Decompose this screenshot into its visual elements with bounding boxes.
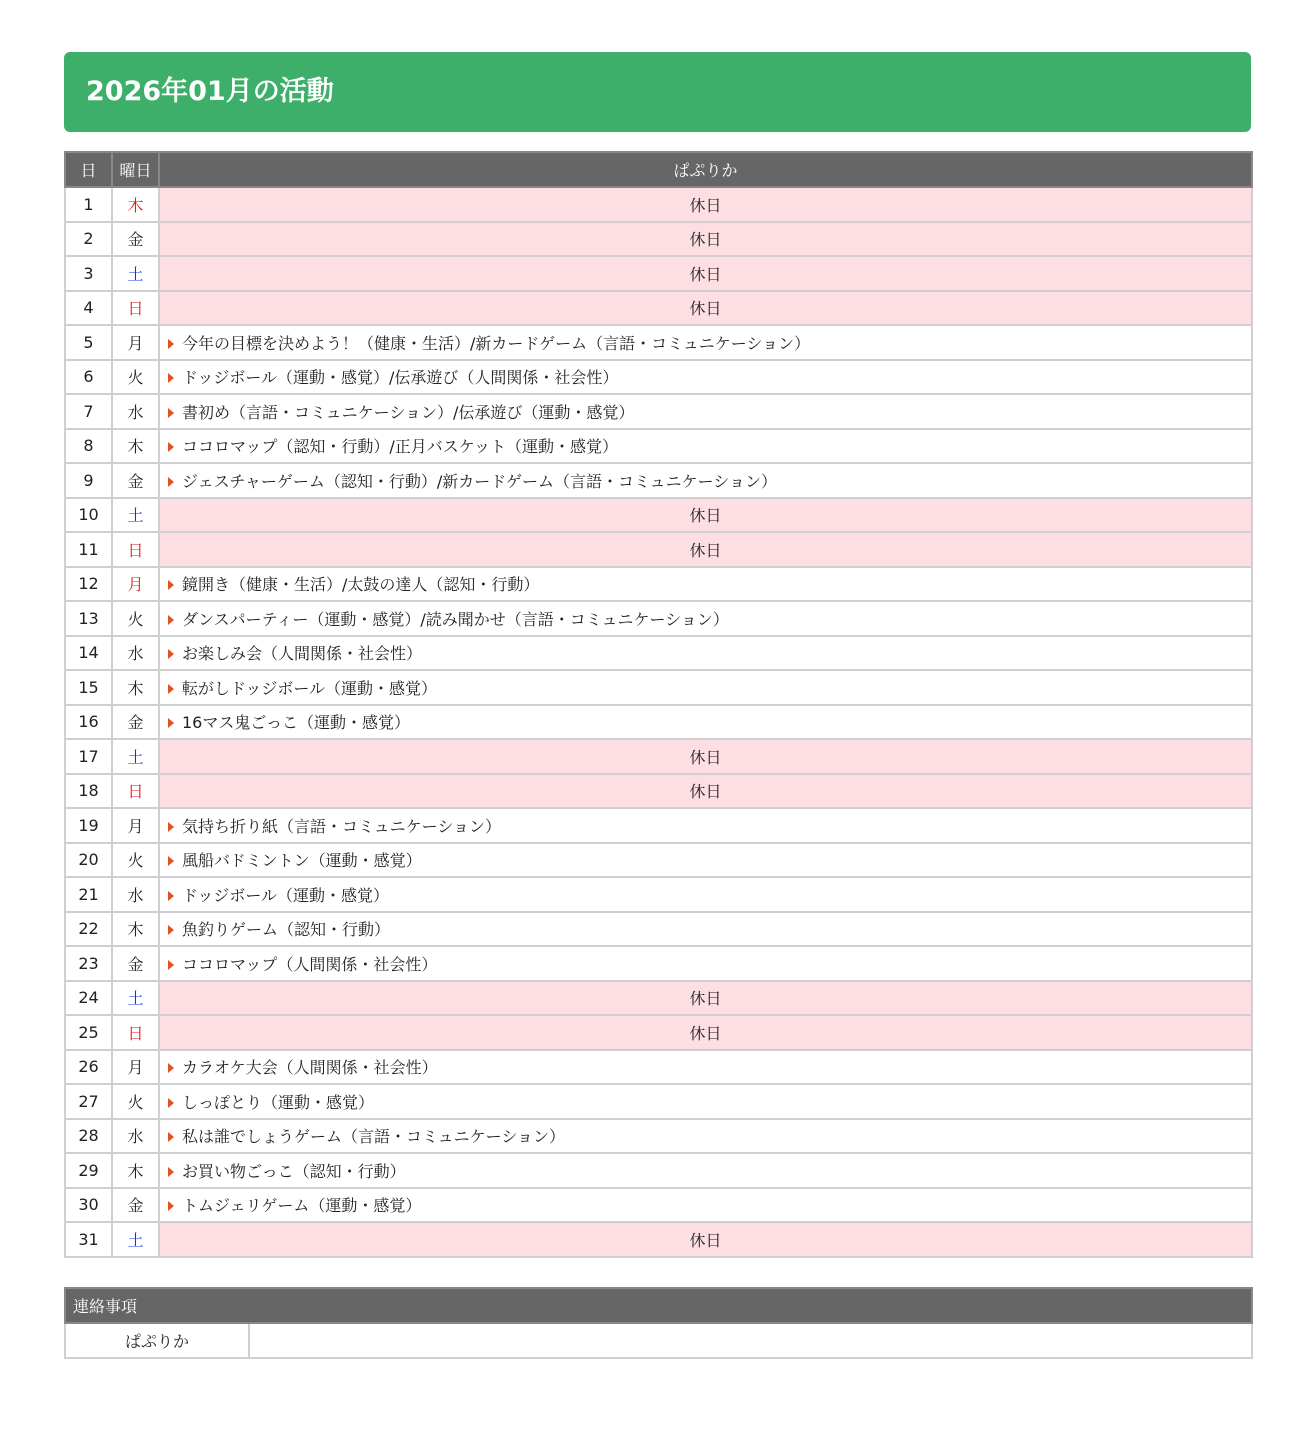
day-number: 14 — [65, 636, 112, 671]
activity-text: カラオケ大会（人間関係・社会性） — [182, 1058, 438, 1078]
activity-text: ダンスパーティー（運動・感覚）/読み聞かせ（言語・コミュニケーション） — [182, 609, 729, 629]
bullet-triangle-icon — [168, 925, 174, 935]
activity-cell — [159, 1050, 1252, 1085]
header-day: 日 — [65, 152, 112, 187]
bullet-triangle-icon — [168, 580, 174, 590]
schedule-row — [65, 187, 1252, 222]
activity-cell — [159, 601, 1252, 636]
day-number: 16 — [65, 705, 112, 740]
header-weekday: 曜日 — [112, 152, 159, 187]
weekday: 金 — [112, 463, 159, 498]
holiday-label: 休日 — [159, 1015, 1252, 1050]
holiday-label: 休日 — [159, 187, 1252, 222]
weekday: 水 — [112, 394, 159, 429]
activity-text: 気持ち折り紙（言語・コミュニケーション） — [182, 816, 502, 836]
schedule-row — [65, 291, 1252, 326]
activity-text: ココロマップ（人間関係・社会性） — [182, 954, 438, 974]
weekday: 金 — [112, 705, 159, 740]
bullet-triangle-icon — [168, 960, 174, 970]
activity-cell — [159, 1084, 1252, 1119]
schedule-row — [65, 1188, 1252, 1223]
day-number: 24 — [65, 981, 112, 1016]
schedule-row — [65, 532, 1252, 567]
bullet-triangle-icon — [168, 856, 174, 866]
activity-text: 転がしドッジボール（運動・感覚） — [182, 678, 438, 698]
activity-cell — [159, 429, 1252, 464]
activity-text: お買い物ごっこ（認知・行動） — [182, 1161, 406, 1181]
weekday: 土 — [112, 981, 159, 1016]
weekday: 水 — [112, 877, 159, 912]
activity-text: お楽しみ会（人間関係・社会性） — [182, 644, 423, 664]
activity-cell — [159, 1153, 1252, 1188]
activity-schedule-table — [64, 151, 1253, 1258]
weekday: 火 — [112, 360, 159, 395]
activity-cell — [159, 808, 1252, 843]
bullet-triangle-icon — [168, 442, 174, 452]
activity-text: 風船バドミントン（運動・感覚） — [182, 851, 422, 871]
weekday: 金 — [112, 946, 159, 981]
weekday: 日 — [112, 1015, 159, 1050]
weekday: 月 — [112, 325, 159, 360]
bullet-triangle-icon — [168, 822, 174, 832]
day-number: 27 — [65, 1084, 112, 1119]
weekday: 月 — [112, 808, 159, 843]
day-number: 29 — [65, 1153, 112, 1188]
weekday: 土 — [112, 256, 159, 291]
holiday-label: 休日 — [159, 291, 1252, 326]
weekday: 火 — [112, 601, 159, 636]
activity-cell — [159, 1119, 1252, 1154]
weekday: 金 — [112, 222, 159, 257]
bullet-triangle-icon — [168, 477, 174, 487]
weekday: 火 — [112, 843, 159, 878]
weekday: 月 — [112, 1050, 159, 1085]
bullet-triangle-icon — [168, 718, 174, 728]
page-title: 2026年01月の活動 — [86, 76, 334, 107]
schedule-row — [65, 1084, 1252, 1119]
day-number: 11 — [65, 532, 112, 567]
weekday: 木 — [112, 670, 159, 705]
weekday: 木 — [112, 912, 159, 947]
activity-text: ココロマップ（認知・行動）/正月バスケット（運動・感覚） — [182, 437, 618, 457]
schedule-row — [65, 429, 1252, 464]
weekday: 木 — [112, 429, 159, 464]
bullet-triangle-icon — [168, 408, 174, 418]
activity-text: 書初め（言語・コミュニケーション）/伝承遊び（運動・感覚） — [182, 402, 635, 422]
day-number: 20 — [65, 843, 112, 878]
weekday: 月 — [112, 567, 159, 602]
schedule-row — [65, 1153, 1252, 1188]
header-activity: ぱぷりか — [159, 152, 1252, 187]
notes-header: 連絡事項 — [65, 1288, 1252, 1323]
bullet-triangle-icon — [168, 1098, 174, 1108]
bullet-triangle-icon — [168, 684, 174, 694]
bullet-triangle-icon — [168, 649, 174, 659]
holiday-label: 休日 — [159, 532, 1252, 567]
day-number: 30 — [65, 1188, 112, 1223]
weekday: 火 — [112, 1084, 159, 1119]
day-number: 13 — [65, 601, 112, 636]
day-number: 21 — [65, 877, 112, 912]
schedule-row — [65, 739, 1252, 774]
holiday-label: 休日 — [159, 739, 1252, 774]
weekday: 日 — [112, 774, 159, 809]
schedule-row — [65, 705, 1252, 740]
bullet-triangle-icon — [168, 1132, 174, 1142]
schedule-row — [65, 360, 1252, 395]
bullet-triangle-icon — [168, 339, 174, 349]
day-number: 18 — [65, 774, 112, 809]
holiday-label: 休日 — [159, 256, 1252, 291]
activity-text: 魚釣りゲーム（認知・行動） — [182, 920, 391, 940]
weekday: 日 — [112, 532, 159, 567]
schedule-row — [65, 1222, 1252, 1257]
day-number: 3 — [65, 256, 112, 291]
schedule-row — [65, 325, 1252, 360]
activity-cell — [159, 360, 1252, 395]
day-number: 23 — [65, 946, 112, 981]
activity-cell — [159, 912, 1252, 947]
schedule-row — [65, 670, 1252, 705]
notes-header-row — [65, 1288, 1252, 1323]
schedule-body — [65, 187, 1252, 1257]
schedule-row — [65, 636, 1252, 671]
bullet-triangle-icon — [168, 891, 174, 901]
schedule-row — [65, 463, 1252, 498]
activity-text: 私は誰でしょうゲーム（言語・コミュニケーション） — [182, 1127, 566, 1147]
schedule-row — [65, 1119, 1252, 1154]
activity-cell — [159, 325, 1252, 360]
weekday: 金 — [112, 1188, 159, 1223]
schedule-row — [65, 912, 1252, 947]
notes-value — [249, 1323, 1252, 1358]
day-number: 7 — [65, 394, 112, 429]
activity-cell — [159, 394, 1252, 429]
schedule-row — [65, 1015, 1252, 1050]
weekday: 土 — [112, 1222, 159, 1257]
schedule-row — [65, 498, 1252, 533]
notes-table — [64, 1287, 1253, 1359]
day-number: 25 — [65, 1015, 112, 1050]
activity-cell — [159, 843, 1252, 878]
day-number: 2 — [65, 222, 112, 257]
day-number: 17 — [65, 739, 112, 774]
activity-cell — [159, 946, 1252, 981]
notes-row — [65, 1323, 1252, 1358]
activity-text: しっぽとり（運動・感覚） — [182, 1092, 375, 1112]
holiday-label: 休日 — [159, 222, 1252, 257]
day-number: 19 — [65, 808, 112, 843]
page-header — [64, 52, 1251, 132]
activity-cell — [159, 567, 1252, 602]
activity-cell — [159, 463, 1252, 498]
day-number: 31 — [65, 1222, 112, 1257]
schedule-row — [65, 981, 1252, 1016]
holiday-label: 休日 — [159, 774, 1252, 809]
weekday: 水 — [112, 636, 159, 671]
schedule-row — [65, 774, 1252, 809]
weekday: 土 — [112, 739, 159, 774]
schedule-row — [65, 222, 1252, 257]
schedule-row — [65, 1050, 1252, 1085]
holiday-label: 休日 — [159, 1222, 1252, 1257]
activity-text: ドッジボール（運動・感覚）/伝承遊び（人間関係・社会性） — [182, 368, 619, 388]
schedule-row — [65, 946, 1252, 981]
day-number: 15 — [65, 670, 112, 705]
activity-cell — [159, 1188, 1252, 1223]
activity-cell — [159, 636, 1252, 671]
weekday: 日 — [112, 291, 159, 326]
bullet-triangle-icon — [168, 1063, 174, 1073]
day-number: 4 — [65, 291, 112, 326]
notes-label: ぱぷりか — [65, 1323, 249, 1358]
day-number: 6 — [65, 360, 112, 395]
schedule-row — [65, 394, 1252, 429]
schedule-row — [65, 877, 1252, 912]
day-number: 9 — [65, 463, 112, 498]
day-number: 26 — [65, 1050, 112, 1085]
activity-cell — [159, 877, 1252, 912]
schedule-row — [65, 843, 1252, 878]
schedule-header-row — [65, 152, 1252, 187]
day-number: 10 — [65, 498, 112, 533]
bullet-triangle-icon — [168, 1167, 174, 1177]
day-number: 28 — [65, 1119, 112, 1154]
schedule-row — [65, 256, 1252, 291]
activity-cell — [159, 705, 1252, 740]
holiday-label: 休日 — [159, 981, 1252, 1016]
weekday: 水 — [112, 1119, 159, 1154]
weekday: 木 — [112, 187, 159, 222]
schedule-row — [65, 567, 1252, 602]
activity-cell — [159, 670, 1252, 705]
activity-text: ジェスチャーゲーム（認知・行動）/新カードゲーム（言語・コミュニケーション） — [182, 471, 777, 491]
activity-text: 鏡開き（健康・生活）/太鼓の達人（認知・行動） — [182, 575, 540, 595]
activity-text: 今年の目標を決めよう！（健康・生活）/新カードゲーム（言語・コミュニケーション） — [182, 333, 811, 353]
day-number: 1 — [65, 187, 112, 222]
activity-text: トムジェリゲーム（運動・感覚） — [182, 1196, 422, 1216]
schedule-row — [65, 601, 1252, 636]
day-number: 12 — [65, 567, 112, 602]
day-number: 22 — [65, 912, 112, 947]
schedule-row — [65, 808, 1252, 843]
bullet-triangle-icon — [168, 373, 174, 383]
weekday: 土 — [112, 498, 159, 533]
activity-text: 16マス鬼ごっこ（運動・感覚） — [182, 713, 411, 733]
day-number: 5 — [65, 325, 112, 360]
weekday: 木 — [112, 1153, 159, 1188]
activity-text: ドッジボール（運動・感覚） — [182, 885, 390, 905]
bullet-triangle-icon — [168, 615, 174, 625]
bullet-triangle-icon — [168, 1201, 174, 1211]
day-number: 8 — [65, 429, 112, 464]
holiday-label: 休日 — [159, 498, 1252, 533]
